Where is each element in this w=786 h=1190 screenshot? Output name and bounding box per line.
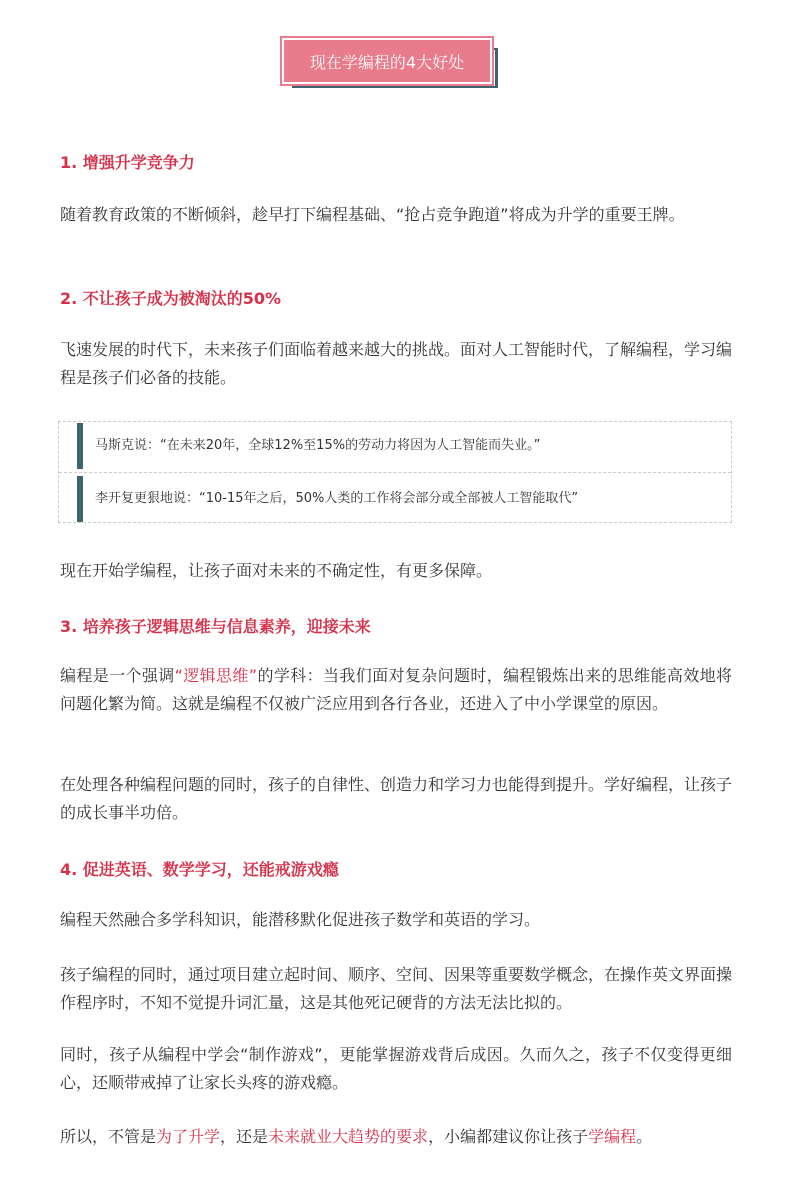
quote-box [58, 421, 732, 523]
section-4-heading: 4. 促进英语、数学学习，还能戒游戏瘾 [60, 860, 339, 879]
section-3-heading: 3. 培养孩子逻辑思维与信息素养，迎接未来 [60, 617, 371, 636]
page-title: 现在学编程的4大好处 [282, 38, 492, 84]
section-2-paragraph: 飞速发展的时代下，未来孩子们面临着越来越大的挑战。面对人工智能时代，了解编程，学习编程是孩子们必备的技能。 [60, 340, 733, 387]
section-1-paragraph: 随着教育政策的不断倾斜，趁早打下编程基础、“抢占竞争跑道”将成为升学的重要王牌。 [60, 205, 685, 224]
conclusion-text: 所以，不管是 [60, 1127, 157, 1146]
section-2-heading: 2. 不让孩子成为被淘汰的50% [60, 289, 282, 308]
quote-bar [77, 423, 83, 469]
section-3-paragraph-2: 在处理各种编程问题的同时，孩子的自律性、创造力和学习力也能得到提升。学好编程，让孩子的成长事半功倍。 [60, 775, 733, 822]
title-badge [282, 38, 502, 92]
section-3-paragraph [60, 662, 732, 718]
conclusion-highlight-study: 为了升学 [156, 1127, 221, 1146]
section-4-paragraph-2: 孩子编程的同时，通过项目建立起时间、顺序、空间、因果等重要数学概念，在操作英文界面操作程序时，不知不觉提升词汇量，这是其他死记硬背的方法无法比拟的。 [60, 965, 733, 1012]
quote-text-lee: 李开复更狠地说：“10-15年之后，50%人类的工作将会部分或全部被人工智能取代” [95, 491, 579, 506]
section-3-text-post: 的学科：当我们面对复杂问题时，编程锻炼出来的思维能高效地将问题化繁为简。这就是编程不仅被广泛应用到各行各业，还进入了中小学课堂的原因。 [60, 666, 732, 713]
conclusion-text: ，小编都建议你让孩子 [428, 1127, 589, 1146]
conclusion-highlight-coding: 学编程 [588, 1127, 637, 1146]
quote-item [77, 423, 717, 469]
quote-text-musk: 马斯克说：“在未来20年，全球12%至15%的劳动力将因为人工智能而失业。” [95, 438, 541, 453]
section-2-paragraph-2: 现在开始学编程，让孩子面对未来的不确定性，有更多保障。 [60, 561, 493, 580]
conclusion-text: 。 [636, 1127, 653, 1146]
section-4-paragraph: 编程天然融合多学科知识，能潜移默化促进孩子数学和英语的学习。 [60, 910, 541, 929]
quote-item [77, 476, 717, 522]
conclusion-text: ，还是 [220, 1127, 269, 1146]
quote-divider [59, 472, 731, 473]
section-4-paragraph-3: 同时，孩子从编程中学会“制作游戏”，更能掌握游戏背后成因。久而久之，孩子不仅变得更细心，还顺带戒掉了让家长头疼的游戏瘾。 [60, 1045, 732, 1092]
conclusion-paragraph [60, 1123, 732, 1151]
quote-bar [77, 476, 83, 522]
section-3-text-pre: 编程是一个强调 [60, 666, 175, 685]
conclusion-highlight-trend: 未来就业大趋势的要求 [268, 1127, 429, 1146]
logic-thinking-highlight: “逻辑思维” [174, 666, 258, 685]
section-1-heading: 1. 增强升学竞争力 [60, 153, 195, 172]
